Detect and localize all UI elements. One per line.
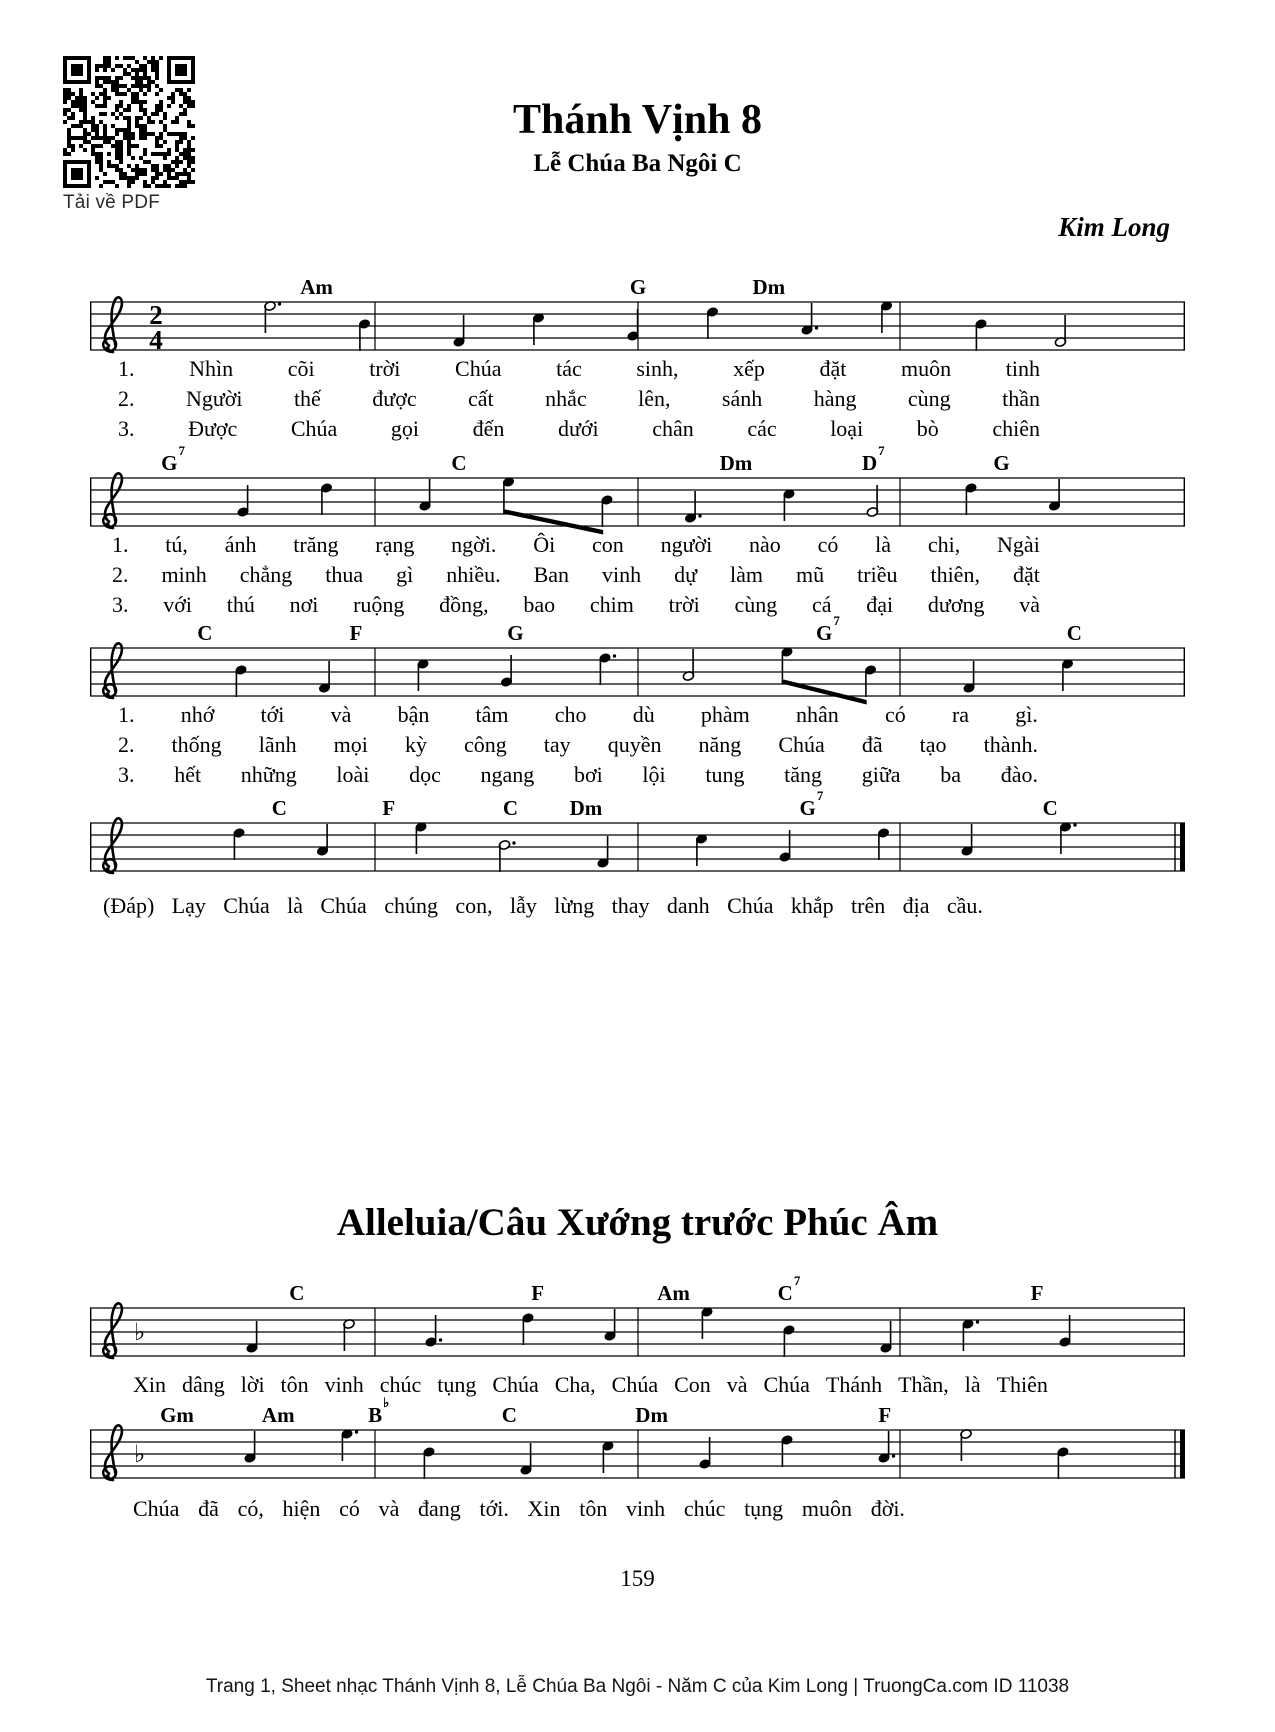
lyric-word: có	[817, 532, 839, 557]
chord-label: B♭	[368, 1395, 390, 1427]
lyric-word: cất	[468, 386, 494, 411]
chord-label: F	[531, 1281, 545, 1305]
chord-row	[90, 272, 1185, 299]
lyric-word: (Đáp)	[103, 893, 155, 918]
lyric-word: ánh	[224, 532, 257, 557]
lyric-word: hàng	[813, 386, 857, 411]
staff	[90, 472, 1185, 530]
music-system	[90, 1395, 1185, 1524]
chord-label: $G^7$	[161, 443, 186, 475]
lyric-word: thần	[1002, 386, 1040, 411]
lyric-word: Ôi	[533, 532, 556, 557]
lyric-word: những	[240, 762, 297, 787]
lyric-word: Thần,	[898, 1372, 949, 1397]
lyric-word: năng	[698, 732, 742, 757]
chord-label: Am	[300, 275, 333, 299]
lyric-word: Xin	[133, 1372, 166, 1397]
lyric-word: sinh,	[636, 356, 679, 381]
chord-label: C	[289, 1281, 305, 1305]
lyric-word: 1.	[112, 532, 129, 557]
lyric-word: dự	[674, 562, 698, 587]
lyric-word: minh	[161, 562, 207, 587]
svg-text:♭: ♭	[134, 1440, 146, 1468]
lyric-word: loại	[830, 416, 864, 441]
download-pdf-link[interactable]: Tải về PDF	[63, 192, 161, 213]
lyric-word: tụng	[744, 1496, 784, 1521]
lyric-word: đại	[866, 592, 894, 617]
lyric-word: tinh	[1005, 356, 1040, 381]
lyric-word: lội	[642, 762, 666, 787]
lyric-word: bận	[397, 702, 430, 727]
chord-label: $C^7$	[777, 1273, 801, 1305]
lyric-word: con	[592, 532, 624, 557]
lyric-word: danh	[666, 893, 710, 918]
lyric-word: giữa	[861, 762, 901, 787]
lyric-line	[112, 590, 1040, 620]
lyric-word: 3.	[118, 416, 135, 441]
lyric-word: Chúa	[778, 732, 825, 757]
lyric-word: Chúa	[611, 1372, 659, 1397]
lyric-word: chúc	[379, 1372, 422, 1397]
chord-row	[90, 788, 1185, 820]
treble-clef-icon	[103, 473, 122, 528]
lyric-word: phàm	[700, 702, 750, 727]
lyric-word: bơi	[573, 762, 603, 787]
lyric-word: 1.	[118, 356, 135, 381]
lyric-word: đào.	[1000, 762, 1038, 787]
lyric-word: là	[287, 893, 303, 918]
lyric-word: trăng	[293, 532, 339, 557]
lyric-word: Được	[188, 416, 238, 441]
chord-label: Am	[657, 1281, 690, 1305]
lyric-word: dương	[927, 592, 985, 617]
lyric-word: loài	[336, 762, 370, 787]
lyric-word: đặt	[1012, 562, 1040, 587]
lyric-word: Chúa	[727, 893, 774, 918]
chord-label: C	[502, 796, 518, 820]
chord-label: C	[501, 1403, 517, 1427]
staff	[90, 1424, 1185, 1482]
svg-text:4: 4	[149, 325, 163, 355]
lyric-word: gọi	[390, 416, 420, 441]
lyric-word: nhắc	[545, 386, 587, 411]
lyric-word: thành.	[983, 732, 1038, 757]
lyric-word: mọi	[333, 732, 368, 757]
lyric-word: là	[964, 1372, 981, 1397]
staff	[90, 296, 1185, 354]
lyric-word: làm	[730, 562, 764, 587]
svg-text:2: 2	[149, 300, 163, 330]
lyric-line	[112, 560, 1040, 590]
lyric-line	[118, 730, 1038, 760]
lyric-word: khắp	[790, 893, 834, 918]
lyric-line	[103, 891, 983, 921]
lyric-word: tung	[705, 762, 745, 787]
lyric-word: thú	[226, 592, 255, 617]
lyric-word: kỳ	[404, 732, 427, 757]
lyric-word: dù	[632, 702, 655, 727]
lyric-line	[118, 700, 1038, 730]
lyric-word: và	[1019, 592, 1040, 617]
staff	[90, 642, 1185, 700]
lyric-word: tụng	[437, 1372, 477, 1397]
lyric-word: Xin	[527, 1496, 561, 1521]
lyric-word: đồng,	[439, 592, 489, 617]
lyric-word: dâng	[181, 1372, 225, 1397]
lyric-word: lừng	[554, 893, 595, 918]
lyric-word: ra	[951, 702, 970, 727]
lyric-word: tới	[260, 702, 285, 727]
chord-label: Dm	[752, 275, 786, 299]
lyric-word: triều	[857, 562, 898, 587]
lyric-word: Ban	[533, 562, 570, 587]
lyric-word: nơi	[289, 592, 319, 617]
lyric-word: với	[163, 592, 192, 617]
composer-name: Kim Long	[1058, 212, 1170, 242]
treble-clef-icon	[103, 1303, 122, 1358]
lyric-word: mũ	[796, 562, 825, 587]
lyric-word: Ngài	[997, 532, 1040, 557]
treble-clef-icon	[103, 1425, 122, 1480]
page-number: 159	[620, 1566, 655, 1591]
chord-label: F	[878, 1403, 892, 1427]
lyric-word: công	[463, 732, 507, 757]
lyric-line	[112, 530, 1040, 560]
lyric-word: bao	[523, 592, 556, 617]
lyric-word: trời	[668, 592, 700, 617]
lyric-word: ngang	[480, 762, 535, 787]
lyric-word: muôn	[801, 1496, 852, 1521]
music-system	[90, 613, 1185, 790]
chord-label: Dm	[569, 796, 603, 820]
chord-label: C	[197, 621, 213, 645]
page-title: Thánh Vịnh 8	[512, 97, 763, 143]
lyric-word: bò	[916, 416, 939, 441]
lyric-word: và	[330, 702, 352, 727]
lyric-word: ba	[940, 762, 961, 787]
lyric-word: thống	[171, 732, 222, 757]
lyric-word: đặt	[819, 356, 847, 381]
lyric-word: Cha,	[554, 1372, 596, 1397]
lyric-word: 2.	[112, 562, 129, 587]
chord-label: Am	[261, 1403, 295, 1427]
chord-label: $D^7$	[861, 443, 885, 475]
lyric-word: có	[339, 1496, 360, 1521]
chord-label: Dm	[719, 451, 753, 475]
lyric-word: lên,	[638, 386, 671, 411]
chord-label: F	[1030, 1281, 1044, 1305]
lyric-word: tăng	[784, 762, 823, 787]
lyric-word: chúc	[683, 1496, 726, 1521]
lyric-word: tay	[543, 732, 571, 757]
lyric-word: lãnh	[258, 732, 297, 757]
lyric-word: tú,	[165, 532, 188, 557]
section-title-alleluia: Alleluia/Câu Xướng trước Phúc Âm	[336, 1201, 939, 1244]
lyric-word: Thiên	[996, 1372, 1048, 1397]
treble-clef-icon	[103, 297, 122, 352]
chord-label: C	[451, 451, 467, 475]
lyric-word: ngời.	[451, 532, 497, 557]
lyric-word: cùng	[907, 386, 951, 411]
lyric-line	[118, 414, 1040, 444]
lyric-word: Lạy	[171, 893, 206, 918]
treble-clef-icon	[103, 818, 122, 873]
lyric-word: địa	[902, 893, 930, 918]
lyric-line	[118, 384, 1040, 414]
lyric-word: cõi	[287, 356, 315, 381]
lyric-line	[118, 354, 1040, 384]
lyric-word: Chúa	[455, 356, 502, 381]
lyric-word: Chúa	[133, 1496, 180, 1521]
lyric-word: Chúa	[492, 1372, 539, 1397]
lyric-word: tới.	[479, 1496, 509, 1521]
chord-label: C	[271, 796, 287, 820]
chord-label: Gm	[160, 1403, 194, 1427]
lyric-word: chi,	[927, 532, 961, 557]
lyric-word: xếp	[733, 356, 765, 381]
lyric-word: Thánh	[825, 1372, 883, 1397]
lyric-word: sánh	[721, 386, 763, 411]
lyric-word: tác	[556, 356, 582, 381]
music-system	[90, 1273, 1185, 1400]
lyric-line	[133, 1370, 1048, 1400]
lyric-word: nhiều.	[446, 562, 501, 587]
lyric-word: hiện	[282, 1496, 321, 1521]
lyric-word: lẫy	[509, 893, 537, 918]
lyric-word: cá	[812, 592, 832, 617]
lyric-word: nhân	[796, 702, 839, 727]
chord-row	[90, 1273, 1185, 1305]
lyric-word: trên	[851, 893, 886, 918]
lyric-word: gì	[396, 562, 414, 587]
lyric-word: đã	[861, 732, 883, 757]
page-subtitle: Lễ Chúa Ba Ngôi C	[533, 150, 742, 177]
chord-row	[90, 443, 1185, 475]
lyric-word: Chúa	[223, 893, 270, 918]
lyric-word: các	[747, 416, 777, 441]
lyric-word: Nhìn	[189, 356, 234, 381]
lyric-word: tâm	[475, 702, 509, 727]
lyric-word: tôn	[280, 1372, 309, 1397]
lyric-word: được	[372, 386, 417, 411]
lyric-word: trời	[369, 356, 401, 381]
lyric-word: và	[726, 1372, 748, 1397]
lyric-word: có	[884, 702, 906, 727]
lyric-word: Chúa	[320, 893, 367, 918]
lyric-word: Chúa	[290, 416, 338, 441]
lyric-word: hết	[174, 762, 202, 787]
lyric-word: 2.	[118, 732, 135, 757]
lyric-word: đang	[418, 1496, 461, 1521]
lyric-word: quyền	[607, 732, 662, 757]
lyric-word: 3.	[118, 762, 135, 787]
lyric-word: vinh	[602, 562, 642, 587]
lyric-word: cho	[554, 702, 587, 727]
lyric-word: đời.	[870, 1496, 905, 1521]
lyric-word: 2.	[118, 386, 135, 411]
chord-label: F	[382, 796, 396, 820]
lyric-word: ruộng	[353, 592, 405, 617]
lyric-word: người	[660, 532, 713, 557]
lyric-word: chẳng	[239, 562, 293, 587]
lyric-word: thiên,	[930, 562, 980, 587]
chord-row	[90, 1395, 1185, 1427]
lyric-word: chiên	[992, 416, 1040, 441]
lyric-word: 3.	[112, 592, 129, 617]
lyric-word: con,	[455, 893, 493, 918]
chord-label: G	[629, 275, 647, 299]
music-system	[90, 443, 1185, 620]
lyric-word: đến	[472, 416, 505, 441]
lyric-word: dưới	[557, 416, 599, 441]
chord-row	[90, 613, 1185, 645]
chord-label: F	[349, 621, 363, 645]
lyric-word: chân	[652, 416, 694, 441]
lyric-line	[118, 760, 1038, 790]
music-system	[90, 272, 1185, 444]
lyric-word: muôn	[901, 356, 952, 381]
lyric-word: thua	[325, 562, 364, 587]
chord-label: C	[1066, 621, 1082, 645]
lyric-word: lời	[240, 1372, 265, 1397]
svg-text:♭: ♭	[134, 1318, 146, 1346]
lyric-word: Người	[185, 386, 243, 411]
lyric-word: có,	[237, 1496, 264, 1521]
lyric-word: tôn	[579, 1496, 608, 1521]
lyric-word: thay	[611, 893, 650, 918]
chord-label: C	[1042, 796, 1058, 820]
lyric-word: nào	[749, 532, 781, 557]
chord-label: G	[507, 621, 524, 645]
lyric-word: chúng	[384, 893, 438, 918]
lyric-word: vinh	[324, 1372, 364, 1397]
lyric-word: đã	[198, 1496, 219, 1521]
lyric-word: gì.	[1015, 702, 1038, 727]
treble-clef-icon	[103, 643, 122, 698]
lyric-word: dọc	[409, 762, 441, 787]
lyric-word: là	[875, 532, 892, 557]
staff	[90, 1302, 1185, 1360]
lyric-word: 1.	[118, 702, 135, 727]
lyric-word: cầu.	[946, 893, 983, 918]
lyric-line	[133, 1494, 905, 1524]
lyric-word: nhớ	[180, 702, 215, 727]
lyric-word: rạng	[375, 532, 415, 557]
lyric-word: Con	[674, 1372, 711, 1397]
lyric-word: Chúa	[763, 1372, 810, 1397]
chord-label: $G^7$	[799, 788, 824, 820]
lyric-word: vinh	[626, 1496, 666, 1521]
staff	[90, 817, 1185, 875]
lyric-word: và	[378, 1496, 400, 1521]
chord-label: G	[993, 451, 1010, 475]
lyric-word: tạo	[919, 732, 947, 757]
footer-text: Trang 1, Sheet nhạc Thánh Vịnh 8, Lễ Chúa Ba Ngôi - Năm C của Kim Long | TruongCa.com ID 11038	[205, 1676, 1070, 1697]
chord-label: Dm	[635, 1403, 668, 1427]
lyric-word: cùng	[734, 592, 778, 617]
chord-label: $G^7$	[815, 613, 840, 645]
music-system	[90, 788, 1185, 921]
lyric-word: thế	[293, 386, 321, 411]
lyric-word: chim	[589, 592, 634, 617]
